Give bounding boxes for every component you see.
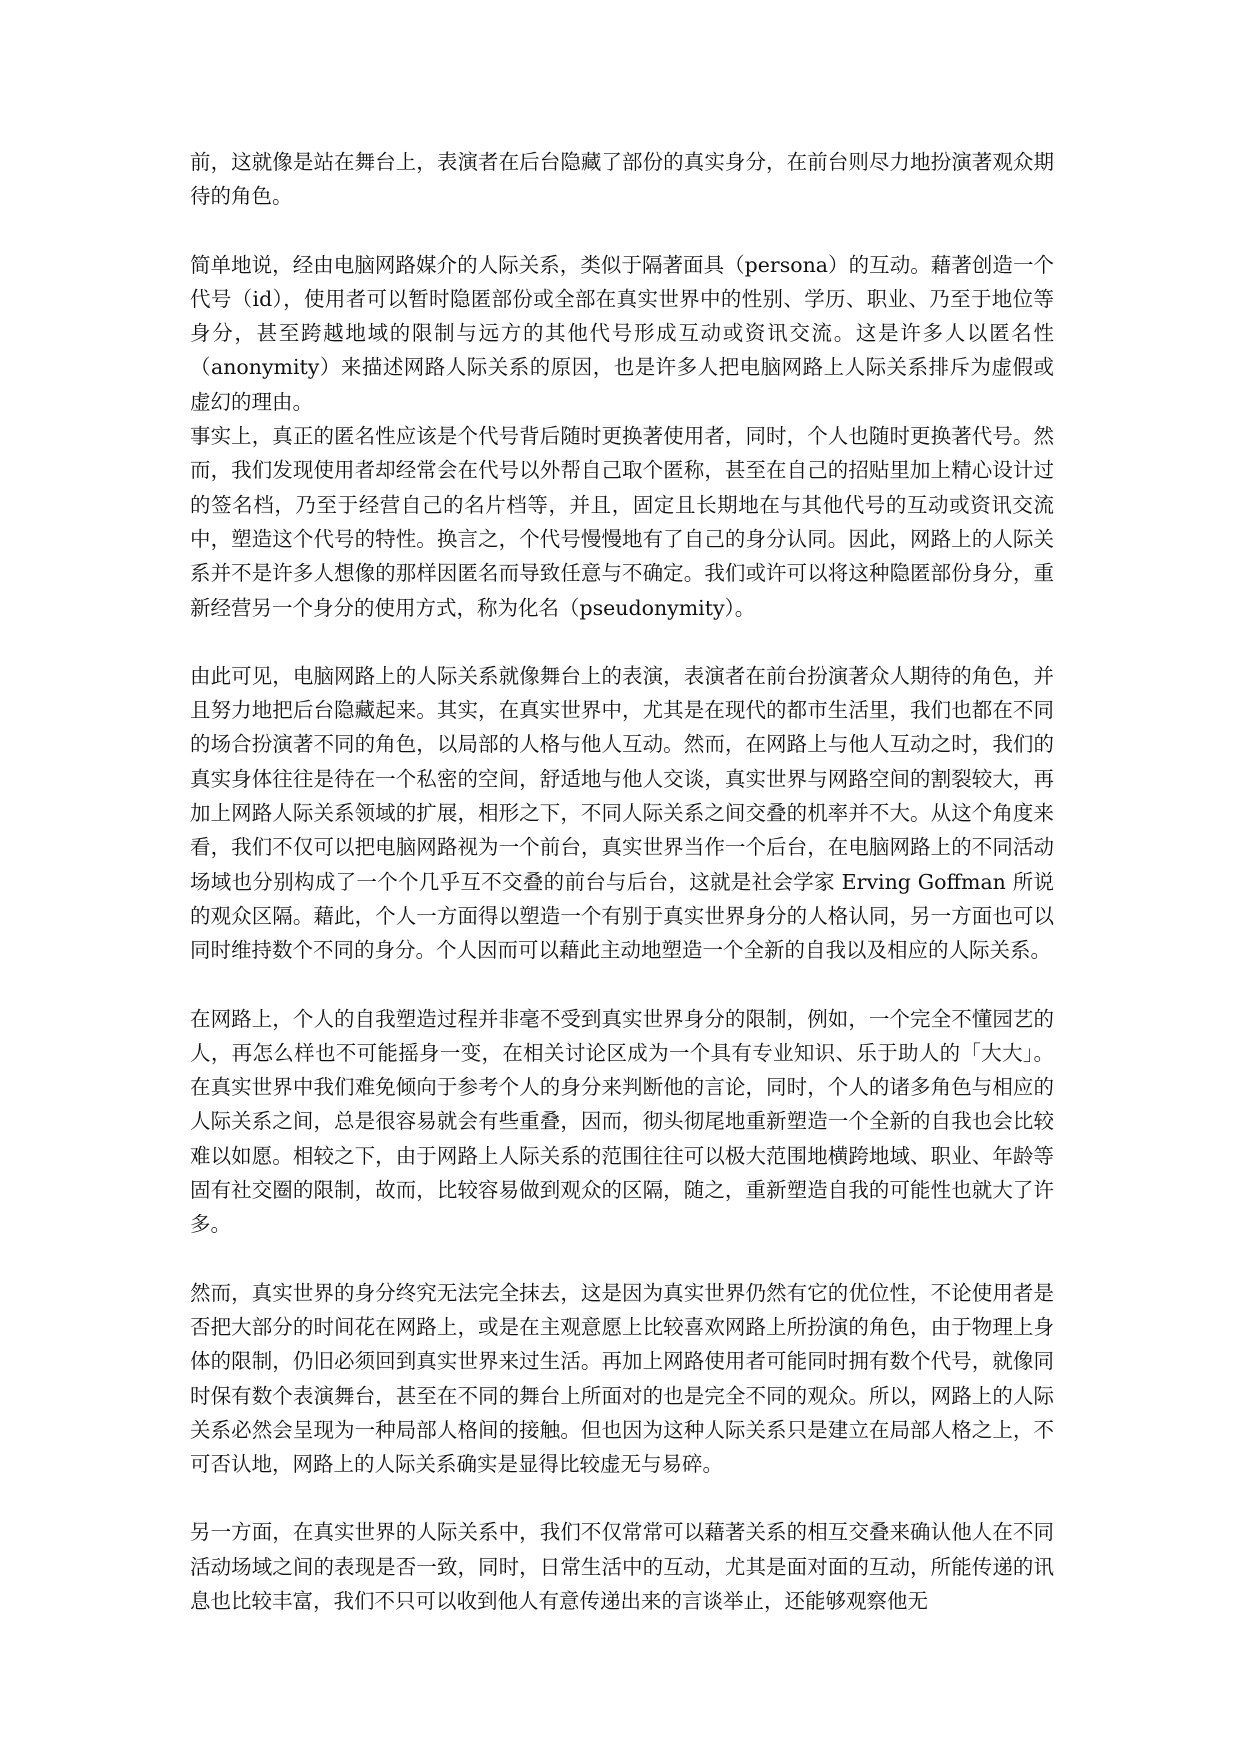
paragraph: 然而，真实世界的身分终究无法完全抹去，这是因为真实世界仍然有它的优位性，不论使用者是否把大部分的时间花在网路上，或是在主观意愿上比较喜欢网路上所扮演的角色，由于物理上身体的限制，仍旧必须回到真实世界来过生活。再加上网路使用者可能同时拥有数个代号，就像同时保有数个表演舞台，甚至在不同的舞台上所面对的也是完全不同的观众。所以，网路上的人际关系必然会呈现为一种局部人格间的接触。但也因为这种人际关系只是建立在局部人格之上，不可否认地，网路上的人际关系确实是显得比较虚无与易碎。 [190,1280,1054,1477]
paragraph: 前，这就像是站在舞台上，表演者在后台隐藏了部份的真实身分，在前台则尽力地扮演著观众期待的角色。 [190,150,1054,209]
paragraph: 简单地说，经由电脑网路媒介的人际关系，类似于隔著面具（persona）的互动。藉著创造一个代号（id），使用者可以暂时隐匿部份或全部在真实世界中的性别、学历、职业、乃至于地位等身分，甚至跨越地域的限制与远方的其他代号形成互动或资讯交流。这是许多人以匿名性（anonymity）来描述网路人际关系的原因，也是许多人把电脑网路上人际关系排斥为虚假或虚幻的理由。 [190,252,1054,414]
document-body [190,145,1054,1652]
paragraph: 在网路上，个人的自我塑造过程并非毫不受到真实世界身分的限制，例如，一个完全不懂园艺的人，再怎么样也不可能摇身一变，在相关讨论区成为一个具有专业知识、乐于助人的「大大」。在真实世界中我们难免倾向于参考个人的身分来判断他的言论，同时，个人的诸多角色与相应的人际关系之间，总是很容易就会有些重叠，因而，彻头彻尾地重新塑造一个全新的自我也会比较难以如愿。相较之下，由于网路上人际关系的范围往往可以极大范围地横跨地域、职业、年龄等固有社交圈的限制，故而，比较容易做到观众的区隔，随之，重新塑造自我的可能性也就大了许多。 [190,1006,1054,1237]
paragraph: 另一方面，在真实世界的人际关系中，我们不仅常常可以藉著关系的相互交叠来确认他人在不同活动场域之间的表现是否一致，同时，日常生活中的互动，尤其是面对面的互动，所能传递的讯息也比较丰富，我们不只可以收到他人有意传递出来的言谈举止，还能够观察他无 [190,1520,1054,1613]
paragraph: 事实上，真正的匿名性应该是个代号背后随时更换著使用者，同时，个人也随时更换著代号。然而，我们发现使用者却经常会在代号以外帮自己取个匿称，甚至在自己的招贴里加上精心设计过的签名档，乃至于经营自己的名片档等，并且，固定且长期地在与其他代号的互动或资讯交流中，塑造这个代号的特性。换言之，个代号慢慢地有了自己的身分认同。因此，网路上的人际关系并不是许多人想像的那样因匿名而导致任意与不确定。我们或许可以将这种隐匿部份身分，重新经营另一个身分的使用方式，称为化名（pseudonymity）。 [190,424,1054,620]
paragraph: 由此可见，电脑网路上的人际关系就像舞台上的表演，表演者在前台扮演著众人期待的角色，并且努力地把后台隐藏起来。其实，在真实世界中，尤其是在现代的都市生活里，我们也都在不同的场合扮演著不同的角色，以局部的人格与他人互动。然而，在网路上与他人互动之时，我们的真实身体往往是待在一个私密的空间，舒适地与他人交谈，真实世界与网路空间的割裂较大，再加上网路人际关系领域的扩展，相形之下，不同人际关系之间交叠的机率并不大。从这个角度来看，我们不仅可以把电脑网路视为一个前台，真实世界当作一个后台，在电脑网路上的不同活动场域也分别构成了一个个几乎互不交叠的前台与后台，这就是社会学家 Erving Goffman 所说的观众区隔。藉此，个人一方面得以塑造一个有别于真实世界身分的人格认同，另一方面也可以同时维持数个不同的身分。个人因而可以藉此主动地塑造一个全新的自我以及相应的人际关系。 [190,663,1054,963]
